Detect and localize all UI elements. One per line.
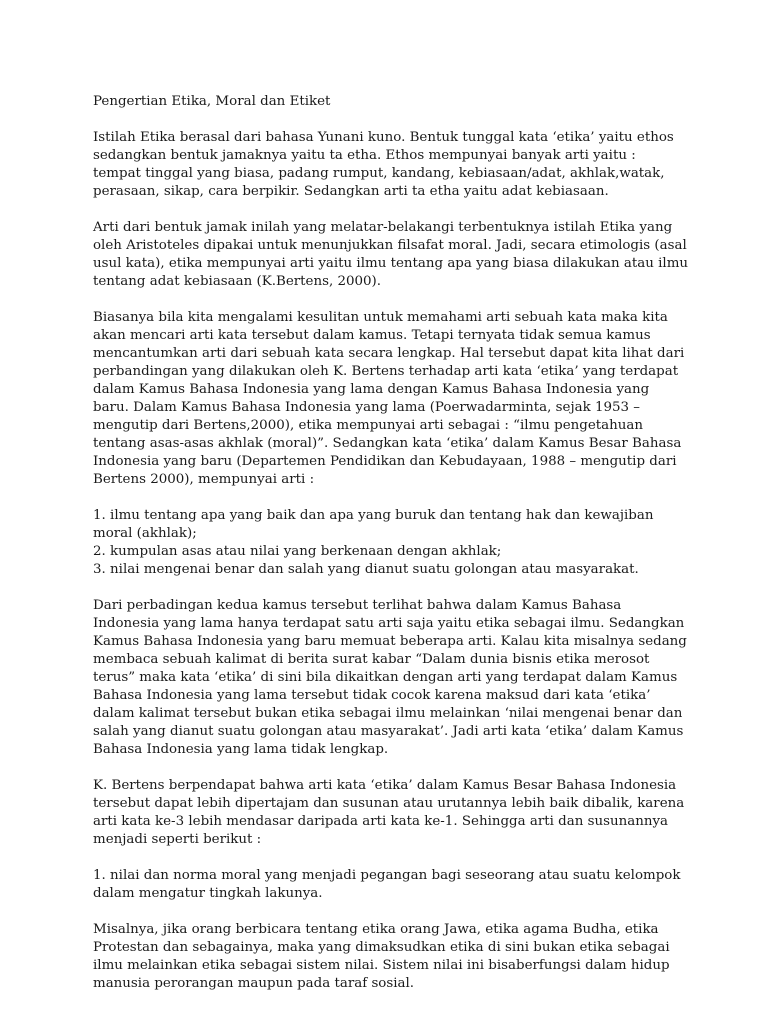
text-line: Arti dari bentuk jamak inilah yang melatar-belakangi terbentuknya istilah Etika yang bbox=[93, 220, 673, 235]
paragraph-gap bbox=[93, 903, 693, 921]
text-line: Istilah Etika berasal dari bahasa Yunani kuno. Bentuk tunggal kata ‘etika’ yaitu ethos bbox=[93, 130, 674, 145]
paragraph bbox=[93, 219, 693, 291]
text-line: dalam kalimat tersebut bukan etika sebagai ilmu melainkan ‘nilai mengenai benar dan bbox=[93, 706, 683, 721]
text-line: Bahasa Indonesia yang lama tidak lengkap. bbox=[93, 742, 389, 757]
text-line: salah yang dianut suatu golongan atau masyarakat’. Jadi arti kata ‘etika’ dalam Kamus bbox=[93, 724, 684, 739]
text-line: membaca sebuah kalimat di berita surat kabar “Dalam dunia bisnis etika merosot bbox=[93, 652, 650, 667]
paragraph-gap bbox=[93, 849, 693, 867]
text-line: 1. ilmu tentang apa yang baik dan apa yang buruk dan tentang hak dan kewajiban bbox=[93, 508, 654, 523]
paragraph-gap bbox=[93, 111, 693, 129]
text-line: usul kata), etika mempunyai arti yaitu ilmu tentang apa yang biasa dilakukan atau ilmu bbox=[93, 256, 689, 271]
text-line: Biasanya bila kita mengalami kesulitan untuk memahami arti sebuah kata maka kita bbox=[93, 310, 668, 325]
text-line: ilmu melainkan etika sebagai sistem nilai. Sistem nilai ini bisaberfungsi dalam hidup bbox=[93, 958, 670, 973]
text-line: Indonesia yang lama hanya terdapat satu arti saja yaitu etika sebagai ilmu. Sedangkan bbox=[93, 616, 685, 631]
document-title: Pengertian Etika, Moral dan Etiket bbox=[93, 94, 331, 109]
text-line: manusia perorangan maupun pada taraf sosial. bbox=[93, 976, 415, 991]
text-line: tentang asas-asas akhlak (moral)”. Sedangkan kata ‘etika’ dalam Kamus Besar Bahasa bbox=[93, 436, 682, 451]
text-line: mencantumkan arti dari sebuah kata secara lengkap. Hal tersebut dapat kita lihat dari bbox=[93, 346, 685, 361]
text-line: Indonesia yang baru (Departemen Pendidikan dan Kebudayaan, 1988 – mengutip dari bbox=[93, 454, 677, 469]
document-page bbox=[93, 93, 693, 993]
paragraph bbox=[93, 507, 693, 579]
text-line: menjadi seperti berikut : bbox=[93, 832, 262, 847]
paragraph bbox=[93, 921, 693, 993]
text-line: 1. nilai dan norma moral yang menjadi pegangan bagi seseorang atau suatu kelompok bbox=[93, 868, 681, 883]
text-line: Kamus Bahasa Indonesia yang baru memuat beberapa arti. Kalau kita misalnya sedang bbox=[93, 634, 687, 649]
text-line: tersebut dapat lebih dipertajam dan susunan atau urutannya lebih baik dibalik, karena bbox=[93, 796, 685, 811]
text-line: sedangkan bentuk jamaknya yaitu ta etha. Ethos mempunyai banyak arti yaitu : bbox=[93, 148, 636, 163]
text-line: terus” maka kata ‘etika’ di sini bila dikaitkan dengan arti yang terdapat dalam Kamus bbox=[93, 670, 678, 685]
text-line: dalam mengatur tingkah lakunya. bbox=[93, 886, 323, 901]
text-line: oleh Aristoteles dipakai untuk menunjukkan filsafat moral. Jadi, secara etimologis (asal bbox=[93, 238, 687, 253]
text-line: dalam Kamus Bahasa Indonesia yang lama dengan Kamus Bahasa Indonesia yang bbox=[93, 382, 650, 397]
paragraph bbox=[93, 309, 693, 489]
text-line: Bertens 2000), mempunyai arti : bbox=[93, 472, 315, 487]
paragraph bbox=[93, 129, 693, 201]
paragraph bbox=[93, 597, 693, 759]
paragraph-gap bbox=[93, 201, 693, 219]
text-line: moral (akhlak); bbox=[93, 526, 197, 541]
text-line: tentang adat kebiasaan (K.Bertens, 2000). bbox=[93, 274, 382, 289]
paragraph-gap bbox=[93, 291, 693, 309]
text-line: perasaan, sikap, cara berpikir. Sedangkan arti ta etha yaitu adat kebiasaan. bbox=[93, 184, 609, 199]
text-line: tempat tinggal yang biasa, padang rumput, kandang, kebiasaan/adat, akhlak,watak, bbox=[93, 166, 665, 181]
text-line: 2. kumpulan asas atau nilai yang berkenaan dengan akhlak; bbox=[93, 544, 502, 559]
paragraph-gap bbox=[93, 759, 693, 777]
text-line: Protestan dan sebagainya, maka yang dimaksudkan etika di sini bukan etika sebagai bbox=[93, 940, 670, 955]
text-line: baru. Dalam Kamus Bahasa Indonesia yang lama (Poerwadarminta, sejak 1953 – bbox=[93, 400, 641, 415]
text-line: akan mencari arti kata tersebut dalam kamus. Tetapi ternyata tidak semua kamus bbox=[93, 328, 651, 343]
text-line: arti kata ke-3 lebih mendasar daripada arti kata ke-1. Sehingga arti dan susunannya bbox=[93, 814, 668, 829]
text-line: Misalnya, jika orang berbicara tentang etika orang Jawa, etika agama Budha, etika bbox=[93, 922, 659, 937]
text-line: Bahasa Indonesia yang lama tersebut tidak cocok karena maksud dari kata ‘etika’ bbox=[93, 688, 651, 703]
text-line: 3. nilai mengenai benar dan salah yang dianut suatu golongan atau masyarakat. bbox=[93, 562, 639, 577]
text-line: mengutip dari Bertens,2000), etika mempunyai arti sebagai : “ilmu pengetahuan bbox=[93, 418, 643, 433]
text-line: perbandingan yang dilakukan oleh K. Bertens terhadap arti kata ‘etika’ yang terdapat bbox=[93, 364, 679, 379]
paragraph-gap bbox=[93, 489, 693, 507]
text-line: K. Bertens berpendapat bahwa arti kata ‘etika’ dalam Kamus Besar Bahasa Indonesia bbox=[93, 778, 677, 793]
paragraph-gap bbox=[93, 579, 693, 597]
document-body bbox=[93, 129, 693, 993]
text-line: Dari perbadingan kedua kamus tersebut terlihat bahwa dalam Kamus Bahasa bbox=[93, 598, 622, 613]
paragraph bbox=[93, 777, 693, 849]
paragraph bbox=[93, 867, 693, 903]
